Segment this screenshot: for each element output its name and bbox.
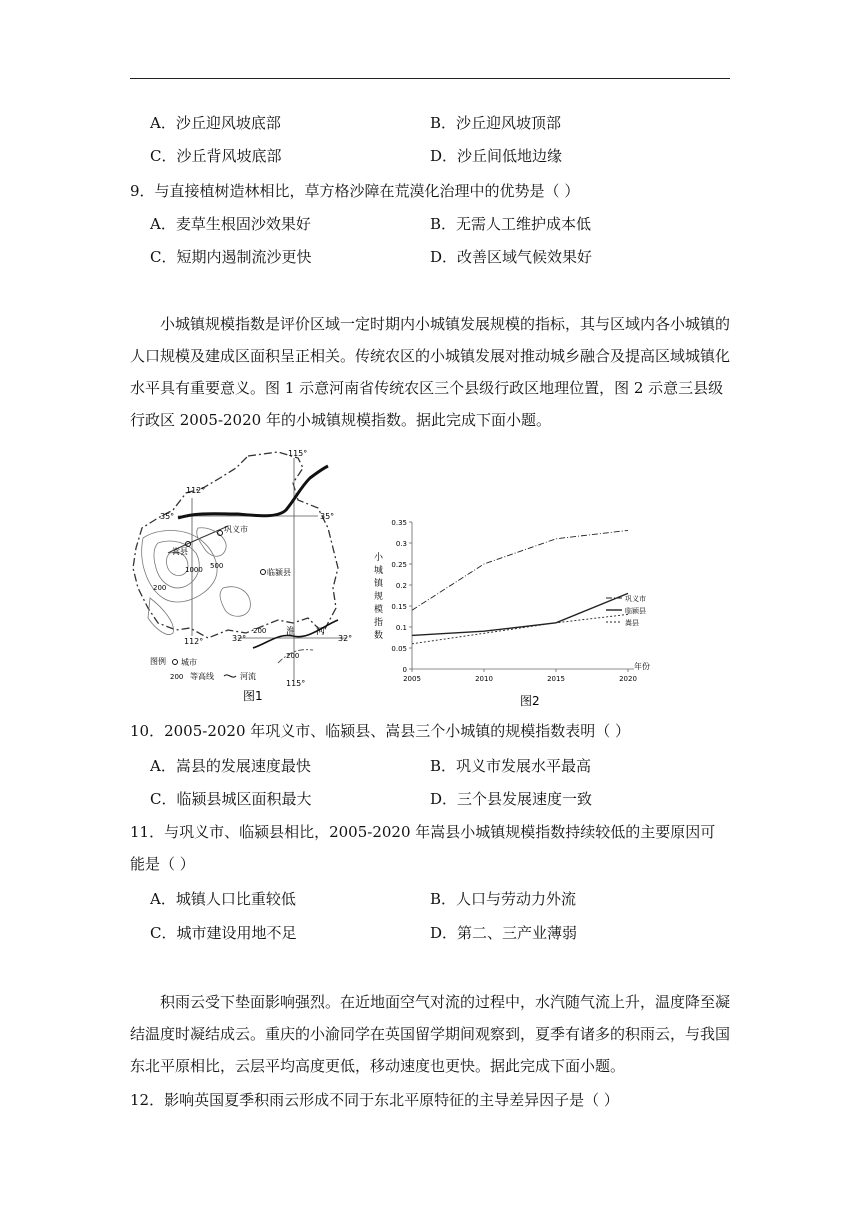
- chart-series-巩义市: [412, 530, 628, 610]
- map-legend-city: 城市: [181, 658, 197, 667]
- map-contour-500: 500: [210, 562, 224, 570]
- chart-x-tick-label: 2010: [475, 675, 493, 683]
- chart-x-tick-label: 2005: [403, 675, 421, 683]
- chart-x-tick-label: 2015: [547, 675, 565, 683]
- chart-legend-label: 巩义市: [625, 595, 646, 603]
- q11-option-c[interactable]: C．城市建设用地不足: [150, 924, 297, 942]
- figure-2-caption: 图2: [520, 694, 540, 708]
- map-city-gongyi: 巩义市: [224, 525, 248, 534]
- map-lat-right: 35°: [320, 512, 335, 521]
- map-legend-title: 图例: [150, 657, 166, 666]
- chart-y-tick-label: 0.2: [395, 582, 407, 590]
- map-river-he: 河: [316, 627, 326, 637]
- q11-stem: 11．与巩义市、临颍县相比，2005-2020 年嵩县小城镇规模指数持续较低的主要原因可能是（ ）: [130, 823, 716, 873]
- map-contour-200-c: 200: [286, 652, 300, 660]
- q8-option-c[interactable]: C．沙丘背风坡底部: [150, 147, 282, 165]
- q8-option-d[interactable]: D．沙丘间低地边缘: [430, 147, 563, 165]
- chart-y-tick-label: 0.3: [395, 540, 407, 548]
- q9-option-d[interactable]: D．改善区域气候效果好: [430, 248, 593, 266]
- q10-option-b[interactable]: B．巩义市发展水平最高: [430, 757, 592, 775]
- map-river-huai: 淮: [286, 627, 296, 637]
- q9-stem: 9．与直接植树造林相比，草方格沙障在荒漠化治理中的优势是（ ）: [130, 182, 580, 200]
- map-contour-200-a: 200: [153, 584, 167, 592]
- chart-series-临颍县: [412, 593, 628, 635]
- q10-option-c[interactable]: C．临颍县城区面积最大: [150, 790, 312, 808]
- figure-1-caption: 图1: [243, 689, 263, 703]
- map-contour-200-b: 200: [253, 627, 267, 635]
- map-lon-left: 112°: [186, 486, 206, 495]
- q11-option-d[interactable]: D．第二、三产业薄弱: [430, 924, 578, 942]
- map-lon-bottom-left: 112°: [184, 637, 204, 646]
- q11-option-b[interactable]: B．人口与劳动力外流: [430, 890, 577, 908]
- q11-option-a[interactable]: A．城镇人口比重较低: [150, 890, 296, 908]
- q10-option-a[interactable]: A．嵩县的发展速度最快: [150, 757, 311, 775]
- q9-option-a[interactable]: A．麦草生根固沙效果好: [150, 215, 311, 233]
- map-lon-bottom: 115°: [286, 679, 306, 688]
- map-lat-bottom-left: 32°: [232, 634, 247, 643]
- passage-2: 积雨云受下垫面影响强烈。在近地面空气对流的过程中，水汽随气流上升，温度降至凝结温度时凝结成云。重庆的小渝同学在英国留学期间观察到，夏季有诸多的积雨云，与我国东北平原相比，云层平均高度更低，移动速度也更快。据此完成下面小题。: [130, 993, 731, 1075]
- map-lat-bottom-right: 32°: [338, 634, 353, 643]
- figure-2-chart: [370, 512, 670, 712]
- chart-legend-label: 嵩县: [625, 619, 639, 627]
- q8-option-b[interactable]: B．沙丘迎风坡顶部: [430, 114, 562, 132]
- chart-y-tick-label: 0: [402, 666, 407, 674]
- chart-legend-label: 临颍县: [625, 607, 646, 615]
- header-rule: [130, 78, 730, 79]
- map-city-songxian: 嵩县: [172, 547, 188, 556]
- map-legend-contour: 等高线: [190, 672, 214, 681]
- map-legend-contour-value: 200: [170, 673, 184, 681]
- chart-y-tick-label: 0.15: [391, 603, 407, 611]
- chart-x-tick-label: 2020: [619, 675, 637, 683]
- chart-y-tick-label: 0.1: [395, 624, 407, 632]
- figure-1-map: [128, 448, 358, 710]
- passage-1: 小城镇规模指数是评价区域一定时期内小城镇发展规模的指标，其与区域内各小城镇的人口规模及建成区面积呈正相关。传统农区的小城镇发展对推动城乡融合及提高区域城镇化水平具有重要意义。图 1 示意河南省传统农区三个县级行政区地理位置，图 2 示意三县级行政区 2005-2020 年的小城镇规模指数。据此完成下面小题。: [130, 315, 731, 429]
- q9-option-c[interactable]: C．短期内遏制流沙更快: [150, 248, 312, 266]
- q10-option-d[interactable]: D．三个县发展速度一致: [430, 790, 593, 808]
- q8-option-a[interactable]: A．沙丘迎风坡底部: [150, 114, 281, 132]
- chart-x-unit: 年份: [634, 662, 650, 671]
- q9-option-b[interactable]: B．无需人工维护成本低: [430, 215, 592, 233]
- chart-y-tick-label: 0.05: [391, 645, 407, 653]
- map-lon-top: 115°: [288, 449, 308, 458]
- map-legend-river: 河流: [240, 672, 256, 681]
- q10-stem: 10．2005-2020 年巩义市、临颍县、嵩县三个小城镇的规模指数表明（ ）: [130, 722, 631, 740]
- map-city-linying: 临颍县: [267, 568, 291, 577]
- chart-series-嵩县: [412, 614, 628, 643]
- map-lat-left: 35°: [160, 512, 175, 521]
- chart-ylabel: 小城镇规模指数: [374, 553, 384, 641]
- chart-y-tick-label: 0.35: [391, 519, 407, 527]
- chart-y-tick-label: 0.25: [391, 561, 407, 569]
- map-contour-1000: 1000: [185, 566, 203, 574]
- q12-stem: 12．影响英国夏季积雨云形成不同于东北平原特征的主导差异因子是（ ）: [130, 1091, 619, 1109]
